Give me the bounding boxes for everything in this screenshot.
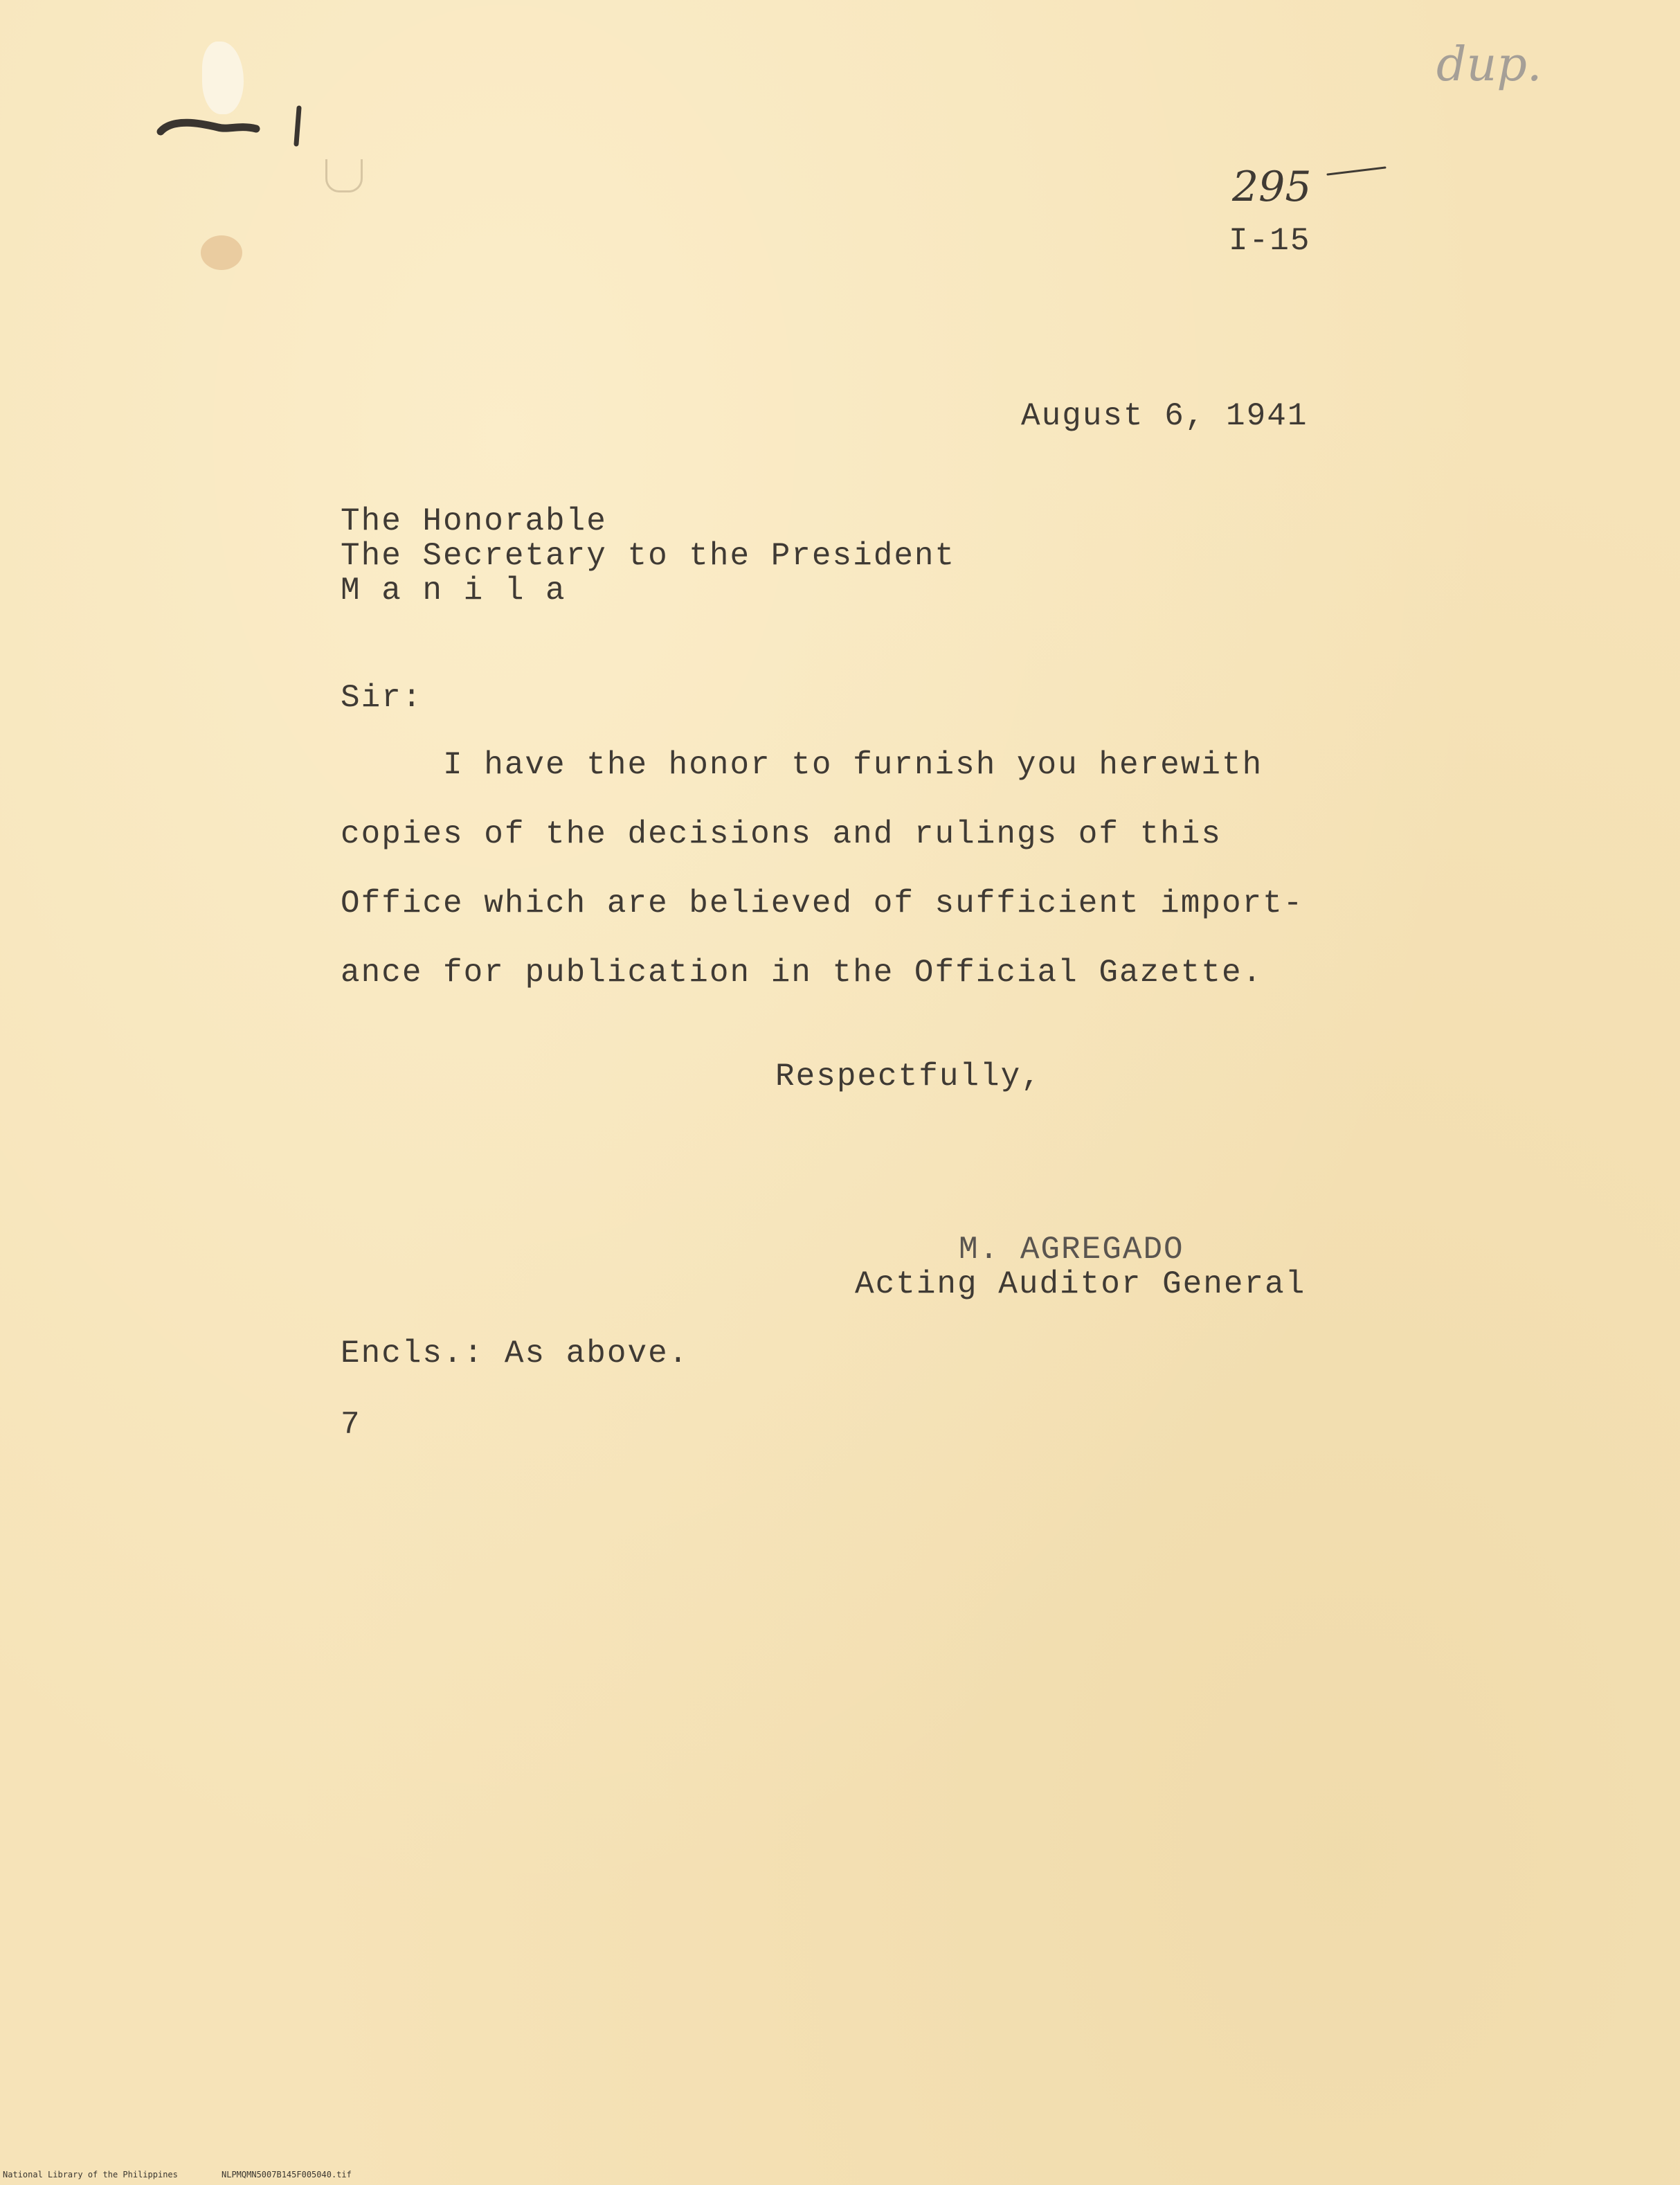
body-line-3: Office which are believed of sufficient import- bbox=[341, 885, 1304, 921]
closing: Respectfully, bbox=[775, 1059, 1042, 1095]
typist-initial: 7 bbox=[341, 1407, 361, 1443]
enclosures: Encls.: As above. bbox=[341, 1336, 689, 1372]
paper-stain bbox=[201, 235, 242, 270]
salutation: Sir: bbox=[341, 680, 423, 716]
footer-institution: National Library of the Philippines bbox=[3, 2170, 178, 2179]
file-code: I-15 bbox=[1229, 223, 1311, 259]
signatory-title: Acting Auditor General bbox=[855, 1266, 1306, 1302]
body-line-2: copies of the decisions and rulings of this bbox=[341, 816, 1222, 852]
file-number-underline-icon bbox=[1326, 165, 1388, 179]
ink-smudge-icon bbox=[152, 104, 311, 152]
recipient-line-2: The Secretary to the President bbox=[341, 538, 956, 574]
file-number: 295 bbox=[1232, 163, 1312, 211]
body-line-4: ance for publication in the Official Gazette. bbox=[341, 955, 1263, 991]
body-line-1: I have the honor to furnish you herewith bbox=[443, 747, 1263, 783]
recipient-line-1: The Honorable bbox=[341, 503, 607, 539]
corner-note: dup. bbox=[1436, 37, 1542, 92]
footer-filename: NLPMQMN5007B145F005040.tif bbox=[222, 2170, 352, 2179]
recipient-line-3: M a n i l a bbox=[341, 573, 566, 609]
clip-mark bbox=[325, 159, 363, 192]
signatory-name: M. AGREGADO bbox=[959, 1232, 1184, 1268]
letter-date: August 6, 1941 bbox=[1021, 398, 1308, 434]
